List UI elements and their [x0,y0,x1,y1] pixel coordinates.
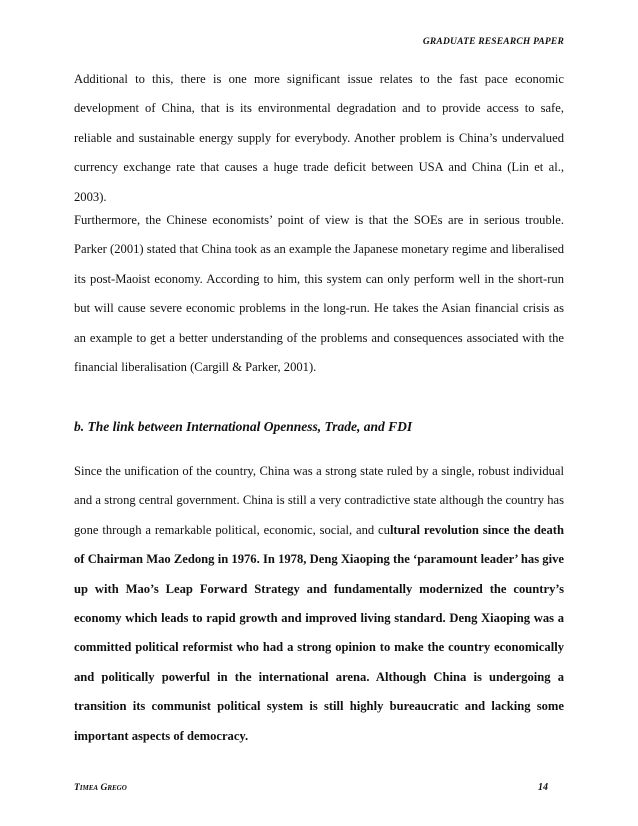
paragraph-unification-bold: ltural revolution since the death of Chairman Mao Zedong in 1976. In 1978, Deng Xiaoping the ‘paramount leader’ has give up with Mao’s Leap Forward Strategy and fundamentally modernized the country’s economy which leads to rapid growth and improved living standard. Deng Xiaoping was a committed political reformist who had a strong opinion to make the country economically and politically powerful in the international arena. Although China is undergoing a transition its communist political system is still highly bureaucratic and lacking some important aspects of democracy. [74,522,564,743]
page-number: 14 [538,782,548,793]
paragraph-unification-regular: Since the unification of the country, China was a strong state ruled by a single, robust individual and a strong central government. China is still a very contradictive state although the country has gone through a remarkable political, economic, social, and cu [74,464,564,537]
paragraph-environment: Additional to this, there is one more significant issue relates to the fast pace economic development of China, that is its environmental degradation and to provide access to safe, reliable and sustainable energy supply for everybody. Another problem is China’s undervalued currency exchange rate that causes a huge trade deficit between USA and China (Lin et al., 2003). [74,72,564,204]
paragraph-soes: Furthermore, the Chinese economists’ point of view is that the SOEs are in serious trouble. Parker (2001) stated that China took as an example the Japanese monetary regime and liberalised its post-Maoist economy. According to him, this system can only perform well in the short-run but will cause severe economic problems in the long-run. He takes the Asian financial crisis as an example to get a better understanding of the problems and consequences associated with the financial liberalisation (Cargill & Parker, 2001). [74,213,564,375]
running-header: GRADUATE RESEARCH PAPER [422,37,564,47]
paragraph-unification [74,457,564,751]
footer-author: Timea Grego [74,783,127,793]
section-heading: b. The link between International Openness, Trade, and FDI [74,419,413,434]
